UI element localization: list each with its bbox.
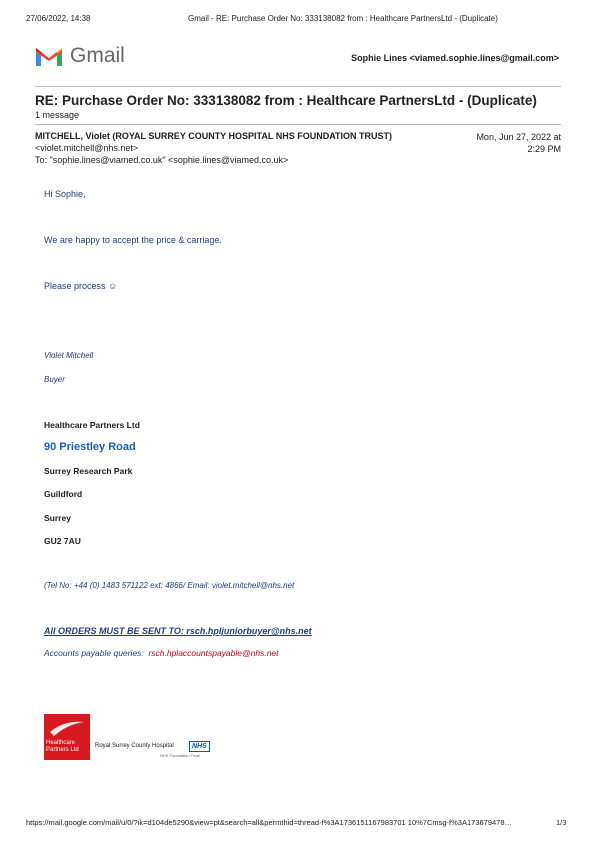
hp-logo-line2: Partners Ltd bbox=[46, 747, 79, 753]
royal-surrey-label: Royal Surrey County Hospital bbox=[95, 743, 174, 749]
thread-subject: RE: Purchase Order No: 333138082 from : Healthcare PartnersLtd - (Duplicate) bbox=[35, 93, 537, 108]
orders-notice: All ORDERS MUST BE SENT TO: rsch.hpljuniorbuyer@nhs.net bbox=[44, 626, 312, 636]
footer-page: 1/3 bbox=[556, 818, 567, 827]
signature-title: Buyer bbox=[44, 375, 65, 384]
nhs-logo: NHS bbox=[189, 741, 210, 752]
sender-email: <violet.mitchell@nhs.net> bbox=[35, 143, 139, 153]
hp-logo-text bbox=[46, 740, 79, 754]
gmail-m-icon bbox=[34, 45, 64, 68]
address-line-2: Surrey Research Park bbox=[44, 466, 133, 476]
accounts-queries bbox=[44, 648, 279, 658]
recipient-line: To: "sophie.lines@viamed.co.uk" <sophie.lines@viamed.co.uk> bbox=[35, 155, 289, 165]
footer-url: https://mail.google.com/mail/u/0/?ik=d104de5290&view=pt&search=all&permthid=thread-f%3A1736151167983701 10%7Cmsg-f%3A173679478… bbox=[26, 818, 513, 827]
postcode: GU2 7AU bbox=[44, 536, 81, 546]
divider bbox=[35, 124, 561, 125]
message-count: 1 message bbox=[35, 110, 80, 120]
message-date bbox=[476, 131, 561, 155]
accounts-label: Accounts payable queries: bbox=[44, 648, 144, 658]
signature-name: Violet Mitchell bbox=[44, 351, 94, 360]
greeting: Hi Sophie, bbox=[44, 189, 86, 199]
message-date-line1: Mon, Jun 27, 2022 at bbox=[476, 132, 561, 142]
orders-email-link[interactable]: rsch.hpljuniorbuyer@nhs.net bbox=[186, 626, 312, 636]
gmail-logo bbox=[34, 44, 125, 68]
accounts-email-link[interactable]: rsch.hplaccountspayable@nhs.net bbox=[148, 648, 279, 658]
gmail-logo-text: Gmail bbox=[70, 44, 125, 67]
orders-label: All ORDERS MUST BE SENT TO bbox=[44, 626, 181, 636]
account-label: Sophie Lines <viamed.sophie.lines@gmail.com> bbox=[351, 53, 559, 63]
contact-line: (Tel No: +44 (0) 1483 571122 ext: 4866/ Email: violet.mitchell@nhs.net bbox=[44, 581, 295, 590]
nhs-foundation-label: NHS Foundation Trust bbox=[160, 753, 200, 758]
message-date-line2: 2:29 PM bbox=[527, 144, 561, 154]
hp-logo-line1: Healthcare bbox=[46, 740, 76, 746]
print-datetime: 27/06/2022, 14:38 bbox=[26, 14, 91, 23]
company-name: Healthcare Partners Ltd bbox=[44, 420, 140, 430]
body-line-2: Please process ☺ bbox=[44, 281, 118, 291]
divider bbox=[35, 86, 561, 87]
sender-name: MITCHELL, Violet (ROYAL SURREY COUNTY HOSPITAL NHS FOUNDATION TRUST) bbox=[35, 131, 393, 141]
body-line-1: We are happy to accept the price & carriage. bbox=[44, 235, 222, 245]
address-line-4: Surrey bbox=[44, 513, 71, 523]
address-link[interactable]: 90 Priestley Road bbox=[44, 441, 136, 453]
print-page-title: Gmail - RE: Purchase Order No: 333138082 from : Healthcare PartnersLtd - (Duplicate) bbox=[188, 14, 498, 23]
address-line-3: Guildford bbox=[44, 489, 83, 499]
